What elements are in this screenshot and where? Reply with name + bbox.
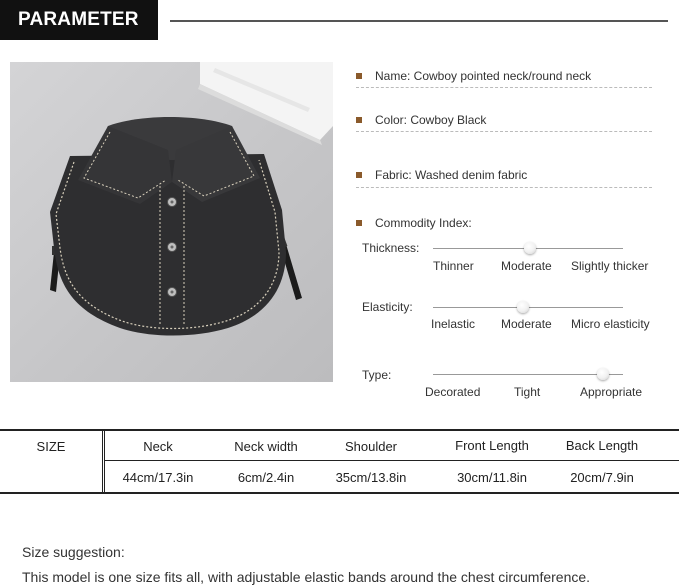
- size-suggestion-text: This model is one size fits all, with adjustable elastic bands around the chest circumference.: [22, 569, 591, 585]
- type-knob[interactable]: [597, 368, 609, 380]
- table-divider: [102, 429, 103, 494]
- parameter-title: PARAMETER: [18, 9, 139, 30]
- thickness-option-moderate: Moderate: [501, 259, 552, 273]
- spec-fabric: [356, 168, 527, 182]
- elasticity-option-moderate: Moderate: [501, 317, 552, 331]
- value-shoulder: 35cm/13.8in: [335, 470, 407, 485]
- value-neck-width: 6cm/2.4in: [237, 470, 295, 485]
- size-suggestion-title: Size suggestion:: [22, 544, 125, 560]
- parameter-header: [0, 0, 158, 40]
- size-row-header: SIZE: [36, 439, 66, 454]
- spec-divider: [356, 131, 652, 132]
- bullet-square: [356, 172, 362, 178]
- type-option-tight: Tight: [514, 385, 541, 399]
- bullet-square: [356, 73, 362, 79]
- thickness-knob[interactable]: [524, 242, 536, 254]
- value-neck: 44cm/17.3in: [122, 470, 194, 485]
- column-header-front-length: Front Length: [455, 438, 529, 453]
- value-front-length: 30cm/11.8in: [457, 470, 527, 485]
- elasticity-option-micro-elasticity: Micro elasticity: [571, 317, 650, 331]
- spec-color-text: Color: Cowboy Black: [375, 113, 487, 127]
- column-header-shoulder: Shoulder: [344, 439, 398, 454]
- elasticity-label: Elasticity:: [362, 300, 413, 314]
- spec-fabric-text: Fabric: Washed denim fabric: [375, 168, 528, 182]
- thickness-option-slightly-thicker: Slightly thicker: [571, 259, 649, 273]
- thickness-option-thinner: Thinner: [433, 259, 474, 273]
- spec-name-text: Name: Cowboy pointed neck/round neck: [375, 69, 592, 83]
- type-track: [433, 374, 623, 375]
- elasticity-option-inelastic: Inelastic: [431, 317, 476, 331]
- bullet-square: [356, 117, 362, 123]
- spec-commodity-index: [356, 216, 472, 230]
- spec-divider: [356, 87, 652, 88]
- type-label: Type:: [362, 368, 392, 382]
- elasticity-knob[interactable]: [517, 301, 529, 313]
- column-header-neck-width: Neck width: [234, 439, 298, 454]
- spec-divider: [356, 187, 652, 188]
- column-header-neck: Neck: [143, 439, 173, 454]
- table-row-divider: [104, 460, 679, 461]
- spec-name: [356, 69, 591, 83]
- value-back-length: 20cm/7.9in: [570, 470, 634, 485]
- type-option-decorated: Decorated: [425, 385, 481, 399]
- size-table: [0, 429, 679, 494]
- denim-collar-illustration: [10, 62, 333, 382]
- spec-color: [356, 113, 486, 127]
- spec-index-text: Commodity Index:: [375, 216, 472, 230]
- bullet-square: [356, 220, 362, 226]
- column-header-back-length: Back Length: [565, 438, 639, 453]
- header-divider: [170, 20, 668, 22]
- product-photo: [10, 62, 333, 382]
- type-option-appropriate: Appropriate: [580, 385, 643, 399]
- thickness-label: Thickness:: [362, 241, 420, 255]
